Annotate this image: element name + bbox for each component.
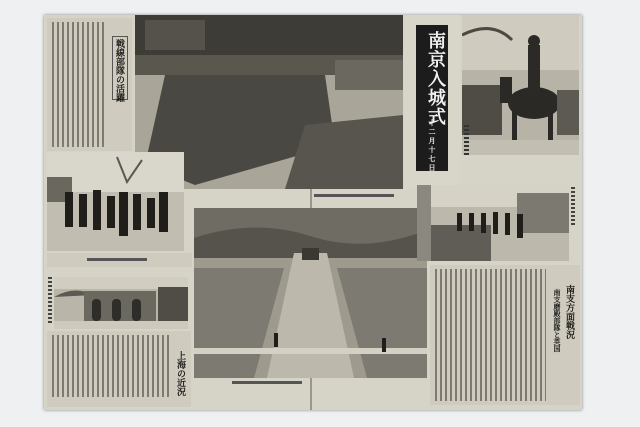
body-text-lines xyxy=(52,22,106,147)
photo-mausoleum-steps xyxy=(194,208,427,378)
photo-commander-on-horse xyxy=(462,15,579,155)
south-china-subtitle: 南支磨殿部隊と英国 xyxy=(553,289,562,352)
headline-title: 南京入城式 xyxy=(425,31,446,126)
horseman-caption xyxy=(464,125,469,155)
horseman-image xyxy=(462,15,579,155)
text-column-bottom-left xyxy=(47,331,191,407)
photo-military-band xyxy=(47,152,184,251)
photo-city-gate xyxy=(54,277,188,329)
band-title: 戦線部隊の活躍 xyxy=(114,39,124,102)
caption-street xyxy=(571,187,575,227)
photo-street-march xyxy=(417,185,569,261)
city-gate-image xyxy=(54,277,188,329)
body-text-lines xyxy=(52,335,171,397)
caption-parade xyxy=(314,194,394,197)
headline-date: 十二月十七日 xyxy=(428,119,437,173)
text-column-top-left xyxy=(47,18,132,151)
body-text-lines xyxy=(435,269,546,401)
headline-panel xyxy=(404,15,460,189)
mausoleum-steps-image xyxy=(194,208,427,378)
south-china-title: 南支方面戦況 xyxy=(564,285,574,339)
magazine-spread xyxy=(44,15,582,410)
text-column-bottom-right xyxy=(430,265,580,405)
military-band-image xyxy=(47,152,184,251)
caption-gate xyxy=(48,277,52,325)
caption-band xyxy=(87,258,147,261)
text-strip-left xyxy=(47,253,192,267)
caption-steps xyxy=(232,381,302,384)
street-march-image xyxy=(417,185,569,261)
shanghai-title: 上海の近況 xyxy=(175,351,185,396)
